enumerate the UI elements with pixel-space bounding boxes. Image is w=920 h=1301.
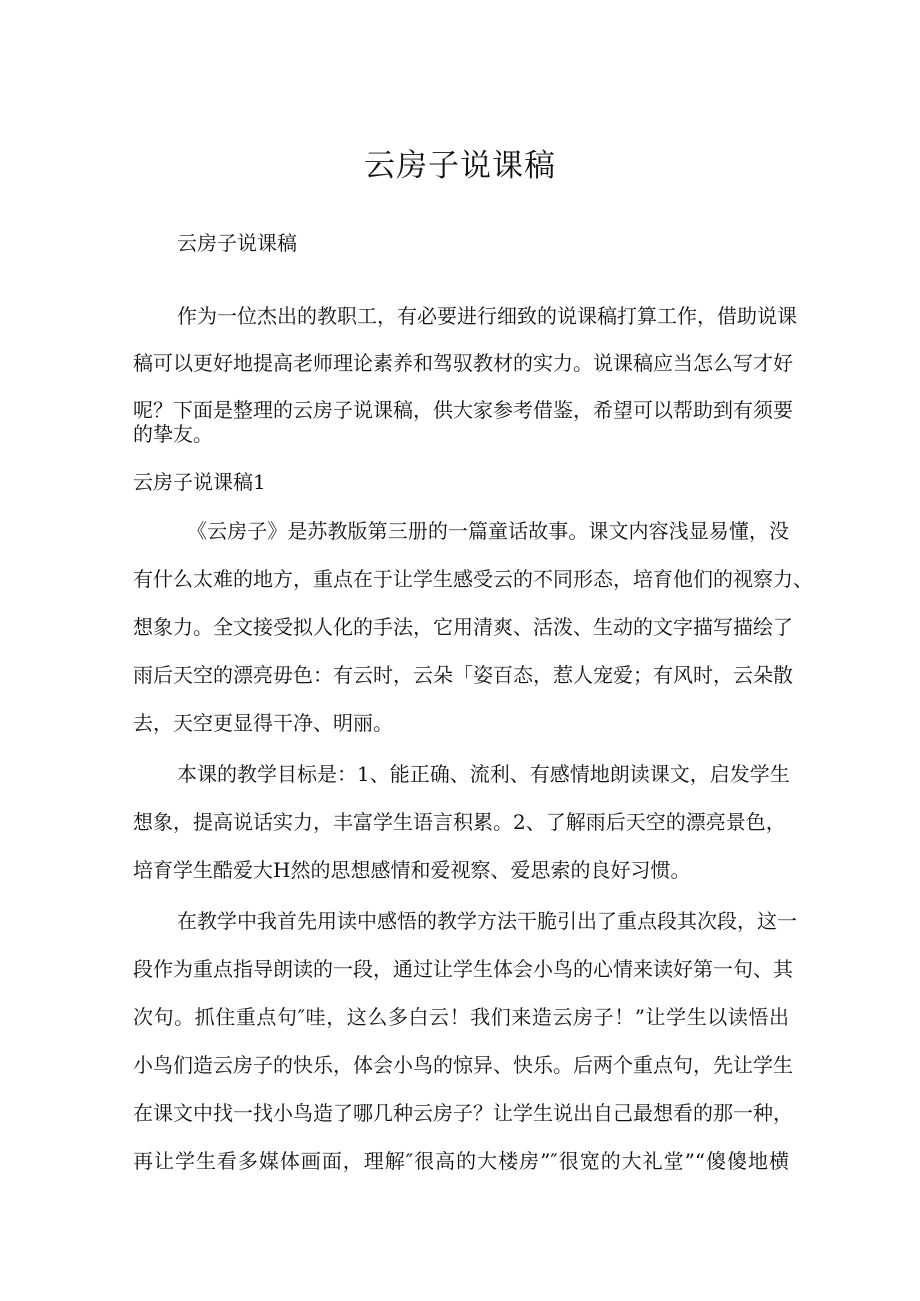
- para1-line-4: 雨后天空的漂亮毋色：有云时，云朵「姿百态，惹人宠爱；有风时，云朵散: [133, 663, 793, 687]
- intro-line-2: 稿可以更好地提高老师理论素养和驾驭教材的实力。说课稿应当怎么写才好: [133, 351, 793, 375]
- intro-line-4: 的挚友。: [133, 422, 213, 446]
- document-subtitle: 云房子说课稿: [177, 231, 297, 255]
- intro-line-1: 作为一位杰出的教职工，有必要进行细致的说课稿打算工作，借助说课: [177, 304, 797, 328]
- para1-line-3: 想象力。全文接受拟人化的手法，它用清爽、活泼、生动的文字描写描绘了: [133, 615, 793, 639]
- para1-line-5: 去，天空更显得干净、明丽。: [133, 711, 393, 735]
- para3-line-5: 在课文中找一找小鸟造了哪几种云房子？让学生说出自己最想看的那一种，: [133, 1101, 793, 1125]
- para2-line-2: 想象，提高说话实力，丰富学生语言积累。2、了解雨后天空的漂亮景色，: [133, 810, 786, 834]
- para3-line-4: 小鸟们造云房子的快乐，体会小鸟的惊异、快乐。后两个重点句，先让学生: [133, 1053, 793, 1077]
- document-title: 云房子说课稿: [364, 148, 556, 184]
- para1-line-1: 《云房子》是苏教版第三册的一篇童话故事。课文内容浅显易懂，没: [187, 519, 789, 543]
- para2-line-1: 本课的教学目标是：1、能正确、流利、有感情地朗读课文，启发学生: [177, 762, 790, 786]
- intro-line-3: 呢？下面是整理的云房子说课稿，供大家参考借鉴，希望可以帮助到有须要: [133, 398, 793, 422]
- para3-line-2: 段作为重点指导朗读的一段，通过让学生体会小鸟的心情来读好第一句、其: [133, 957, 793, 981]
- para3-line-1: 在教学中我首先用读中感悟的教学方法干脆引出了重点段其次段，这一: [177, 909, 797, 933]
- para2-line-3: 培育学生酷爱大H然的思想感情和爱视察、爱思索的良好习惯。: [133, 858, 691, 882]
- para1-line-2: 有什么太难的地方，重点在于让学生感受云的不同形态，培育他们的视察力、: [133, 567, 813, 591]
- para3-line-6: 再让学生看多媒体画面，理解″很高的大楼房”″很宽的大礼堂”“傻傻地横: [133, 1149, 789, 1173]
- para3-line-3: 次句。抓住重点句″哇，这么多白云！我们来造云房子！”让学生以读悟出: [133, 1005, 789, 1029]
- section-heading: 云房子说课稿1: [133, 470, 266, 494]
